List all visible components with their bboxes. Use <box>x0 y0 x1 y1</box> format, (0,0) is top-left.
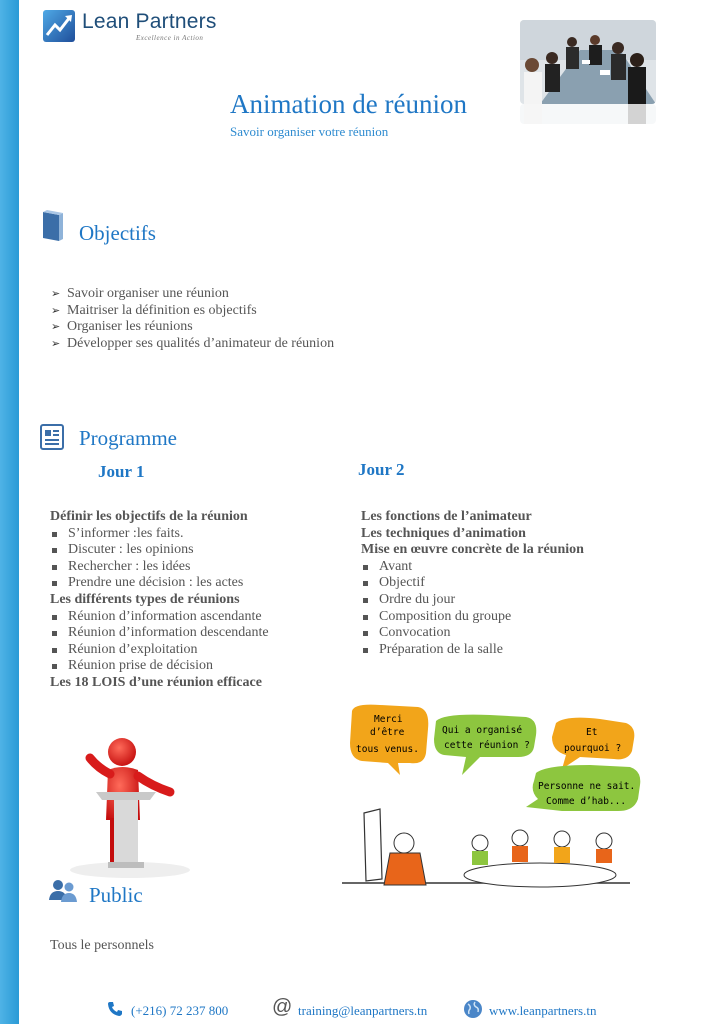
square-bullet-icon <box>363 598 368 603</box>
meeting-photo-reflection <box>520 104 656 124</box>
list-item: Mise en œuvre concrète de la réunion <box>361 542 584 558</box>
globe-icon <box>463 999 483 1019</box>
list-item: ➢ Maitriser la définition es objectifs <box>51 302 257 318</box>
svg-text:Qui a organisé: Qui a organisé <box>442 725 523 736</box>
list-item: Préparation de la salle <box>361 642 584 659</box>
users-icon <box>48 878 78 904</box>
list-item: Avant <box>361 559 584 576</box>
square-bullet-icon <box>363 631 368 636</box>
public-heading: Public <box>89 883 143 907</box>
svg-text:Personne ne sait.: Personne ne sait. <box>538 781 636 792</box>
arrow-bullet-icon: ➢ <box>51 288 61 300</box>
arrow-bullet-icon: ➢ <box>51 304 61 317</box>
list-item: Convocation <box>361 625 584 642</box>
svg-text:cette réunion ?: cette réunion ? <box>444 740 530 751</box>
svg-text:pourquoi ?: pourquoi ? <box>564 743 622 754</box>
at-sign-icon: @ <box>272 996 293 1018</box>
arrow-bullet-icon: ➢ <box>51 337 61 350</box>
list-item: Réunion prise de décision <box>50 658 269 675</box>
list-item: Prendre une décision : les actes <box>50 575 269 592</box>
objectifs-list <box>50 286 334 352</box>
objectifs-heading: Objectifs <box>79 221 156 245</box>
svg-text:d’être: d’être <box>370 727 405 738</box>
list-item: S’informer :les faits. <box>50 526 269 543</box>
jour1-heading: Jour 1 <box>98 462 145 481</box>
svg-text:tous venus.: tous venus. <box>356 744 419 755</box>
list-item: Rechercher : les idées <box>50 559 269 576</box>
programme-heading: Programme <box>79 426 177 450</box>
svg-text:Merci: Merci <box>374 714 403 725</box>
list-item: Réunion d’information ascendante <box>50 609 269 626</box>
footer-email[interactable]: training@leanpartners.tn <box>298 1003 428 1018</box>
list-item: Les techniques d’animation <box>361 525 526 541</box>
arrow-bullet-icon: ➢ <box>51 321 61 333</box>
meeting-cartoon <box>340 703 652 888</box>
brand-name: Lean Partners <box>82 10 217 33</box>
public-text: Tous le personnels <box>50 938 155 953</box>
list-item: Objectif <box>361 575 584 592</box>
square-bullet-icon <box>363 615 368 620</box>
list-item: Les 18 LOIS d’une réunion efficace <box>50 674 262 690</box>
list-item: Les différents types de réunions <box>50 591 240 607</box>
jour2-program-list <box>361 509 584 658</box>
square-bullet-icon <box>52 532 57 537</box>
speaker-podium-illustration <box>60 730 194 880</box>
square-bullet-icon <box>52 664 57 669</box>
logo-chart-icon <box>43 10 75 42</box>
list-item: ➢ Développer ses qualités d’animateur de réunion <box>51 335 335 351</box>
jour2-heading: Jour 2 <box>358 460 405 479</box>
list-item: Ordre du jour <box>361 592 584 609</box>
page-title: Animation de réunion <box>230 89 467 119</box>
list-item: Réunion d’exploitation <box>50 642 269 659</box>
svg-text:Et: Et <box>586 727 598 738</box>
left-accent-bar <box>0 0 19 1024</box>
footer-website[interactable]: www.leanpartners.tn <box>489 1003 597 1018</box>
document-icon <box>40 424 64 450</box>
square-bullet-icon <box>52 581 57 586</box>
square-bullet-icon <box>52 548 57 553</box>
meeting-photo <box>520 20 656 104</box>
square-bullet-icon <box>52 615 57 620</box>
square-bullet-icon <box>52 648 57 653</box>
list-item: Les fonctions de l’animateur <box>361 509 532 524</box>
footer-phone: (+216) 72 237 800 <box>131 1003 229 1018</box>
list-item: Discuter : les opinions <box>50 542 269 559</box>
square-bullet-icon <box>363 581 368 586</box>
list-item: ➢ Savoir organiser une réunion <box>51 286 229 301</box>
jour1-program-list <box>50 509 269 692</box>
list-item: Réunion d’information descendante <box>50 625 269 642</box>
list-item: Composition du groupe <box>361 609 584 626</box>
square-bullet-icon <box>52 565 57 570</box>
list-item: ➢ Organiser les réunions <box>51 319 193 334</box>
square-bullet-icon <box>363 565 368 570</box>
square-bullet-icon <box>363 648 368 653</box>
phone-icon <box>107 1001 123 1017</box>
page-subtitle: Savoir organiser votre réunion <box>230 124 389 139</box>
svg-text:Comme d’hab...: Comme d’hab... <box>546 796 627 807</box>
brand-tagline: Excellence in Action <box>136 34 204 42</box>
list-item: Définir les objectifs de la réunion <box>50 509 248 524</box>
book-icon <box>41 210 65 242</box>
square-bullet-icon <box>52 631 57 636</box>
